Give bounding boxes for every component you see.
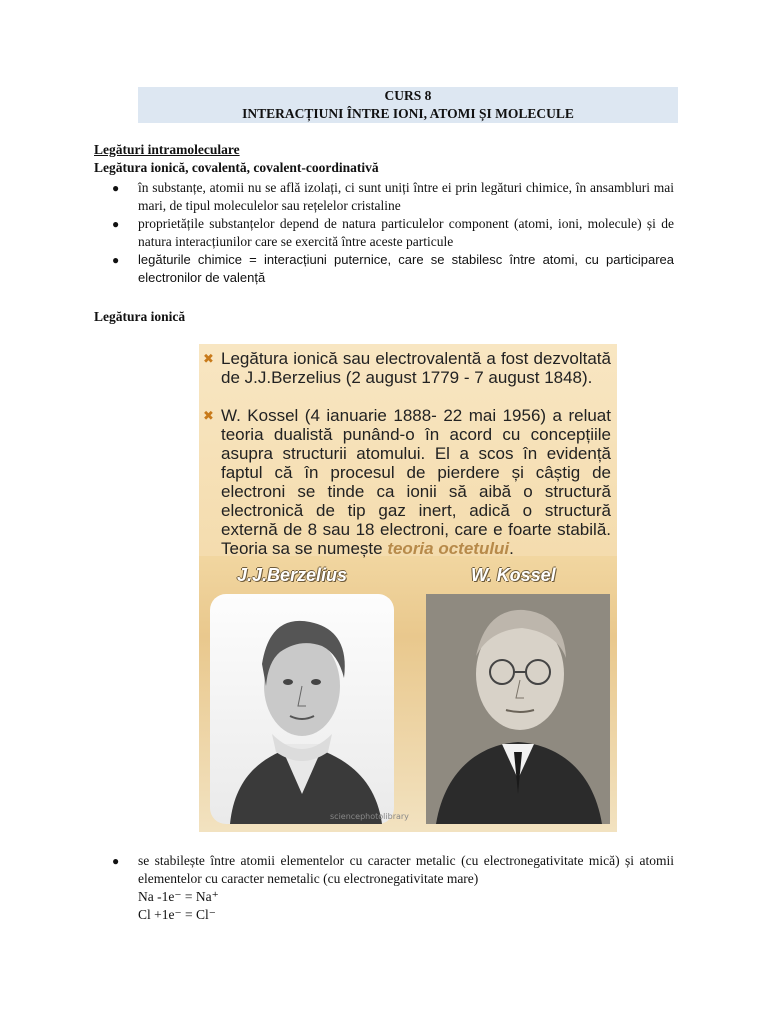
course-number: CURS 8 xyxy=(384,88,432,103)
bullet-icon: ● xyxy=(112,854,120,868)
figure-item-berzelius: ✖ Legătura ionică sau electrovalentă a fost dezvoltată de J.J.Berzelius (2 august 1779 - 7 august 1848). xyxy=(203,349,611,387)
figure-item-kossel: ✖ W. Kossel (4 ianuarie 1888- 22 mai 1956) a reluat teoria dualistă punând-o în acord cu concepțiile asupra structurii atomului. El a scos în evidență faptul că în procesul de pierdere și câștig de electroni se tinde ca ionii să aibă o structură electronică de tip gaz inert, adică o structură externă de 8 sau 18 electroni, care e foarte stabilă. Teoria sa se numește teoria octetului. xyxy=(203,406,611,558)
figure-text-panel xyxy=(199,344,617,556)
title-banner xyxy=(138,87,678,123)
course-title: INTERACȚIUNI ÎNTRE IONI, ATOMI ȘI MOLECULE xyxy=(242,106,574,121)
section-heading-intramolecular: Legături intramoleculare xyxy=(94,142,240,157)
list-item: ● în substanțe, atomii nu se află izolați, ci sunt uniți între ei prin legături chimice, în ansambluri mai mari, de tipul moleculelor sau rețelelor cristaline xyxy=(112,180,674,213)
section-heading-ionic-bond: Legătura ionică xyxy=(94,309,186,324)
svg-text:sciencephotolibrary: sciencephotolibrary xyxy=(330,812,409,821)
list-item: ● se stabilește între atomii elementelor cu caracter metalic (cu electronegativitate mică) și atomii elementelor cu caracter nemetalic (cu electronegativitate mare) xyxy=(112,853,674,886)
portrait-caption-berzelius: J.J.Berzelius xyxy=(237,565,348,585)
equation-chlorine: Cl +1e⁻ = Cl⁻ xyxy=(138,907,216,922)
equation-sodium: Na -1e⁻ = Na⁺ xyxy=(138,889,219,904)
list-item: ● legăturile chimice = interacțiuni puternice, care se stabilesc între atomi, cu participarea electronilor de valență xyxy=(112,252,674,285)
list-item: ● proprietățile substanțelor depend de natura particulelor component (atomi, ioni, molecule) și de natura interacțiunilor care se exercită între aceste particule xyxy=(112,216,674,249)
x-bullet-icon: ✖ xyxy=(203,351,214,366)
ionic-bond-bullet-list xyxy=(94,852,674,888)
kossel-portrait xyxy=(426,594,610,824)
kossel-portrait-image xyxy=(426,594,610,824)
x-bullet-icon: ✖ xyxy=(203,408,214,423)
octet-theory-term: teoria octetului xyxy=(387,539,510,558)
bullet-icon: ● xyxy=(112,253,120,267)
portrait-caption-kossel: W. Kossel xyxy=(471,565,556,585)
berzelius-portrait-image xyxy=(210,594,409,824)
bond-bullet-list xyxy=(94,179,674,287)
bullet-icon: ● xyxy=(112,217,120,231)
ionic-bond-figure xyxy=(199,344,617,832)
section-subheading-bond-types: Legătura ionică, covalentă, covalent-coordinativă xyxy=(94,160,379,175)
bullet-icon: ● xyxy=(112,181,120,195)
berzelius-portrait xyxy=(210,594,409,824)
